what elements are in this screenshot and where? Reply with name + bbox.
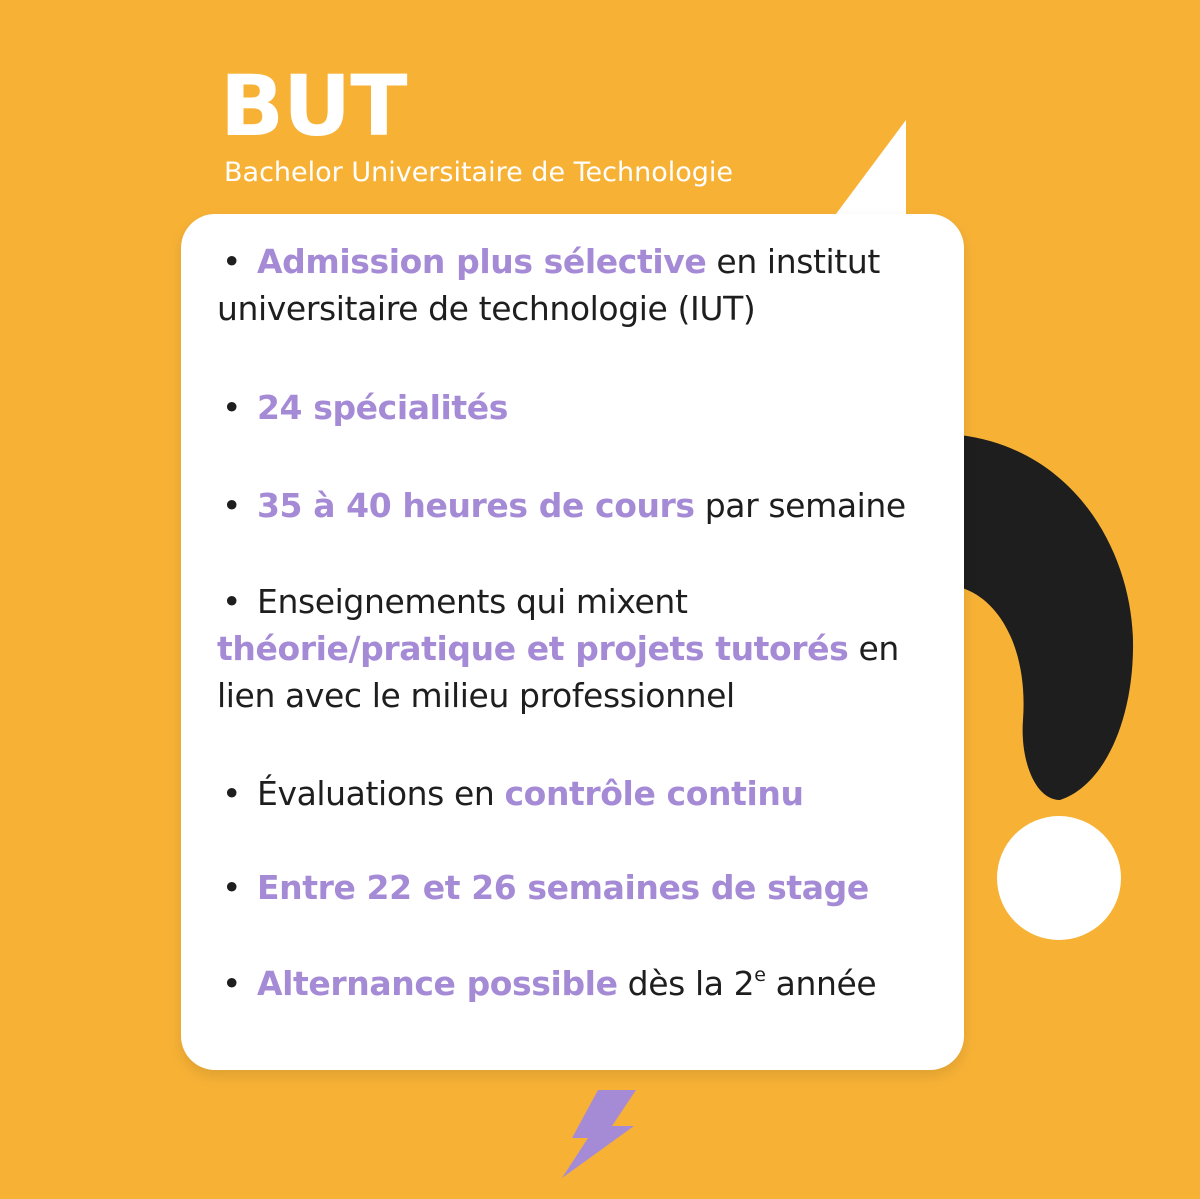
highlight-text: 24 spécialités: [257, 388, 509, 427]
bullet: •: [222, 242, 242, 281]
bullet: •: [222, 582, 242, 621]
highlight-text: Entre 22 et 26 semaines de stage: [257, 868, 869, 907]
page-title: BUT: [220, 57, 407, 155]
highlight-text: Admission plus sélective: [257, 242, 707, 281]
item-text: en lien avec le milieu professionnel: [217, 629, 899, 715]
page-subtitle: Bachelor Universitaire de Technologie: [224, 157, 734, 188]
bullet: •: [222, 774, 242, 813]
highlight-text: Alternance possible: [257, 964, 618, 1003]
bullet: •: [222, 486, 242, 525]
bullet: •: [222, 964, 242, 1003]
item-text: en institut universitaire de technologie (IUT): [217, 242, 880, 328]
highlight-text: contrôle continu: [504, 774, 804, 813]
item-text: par semaine: [694, 486, 906, 525]
bullet: •: [222, 868, 242, 907]
superscript: e: [754, 964, 766, 986]
item-text: Enseignements qui mixent: [257, 582, 688, 621]
highlight-text: 35 à 40 heures de cours: [257, 486, 695, 525]
item-text: dès la 2: [617, 964, 755, 1003]
item-text: année: [765, 964, 877, 1003]
highlight-text: théorie/pratique et projets tutorés: [217, 629, 849, 668]
bullet: •: [222, 388, 242, 427]
item-text: Évaluations en: [257, 774, 505, 813]
